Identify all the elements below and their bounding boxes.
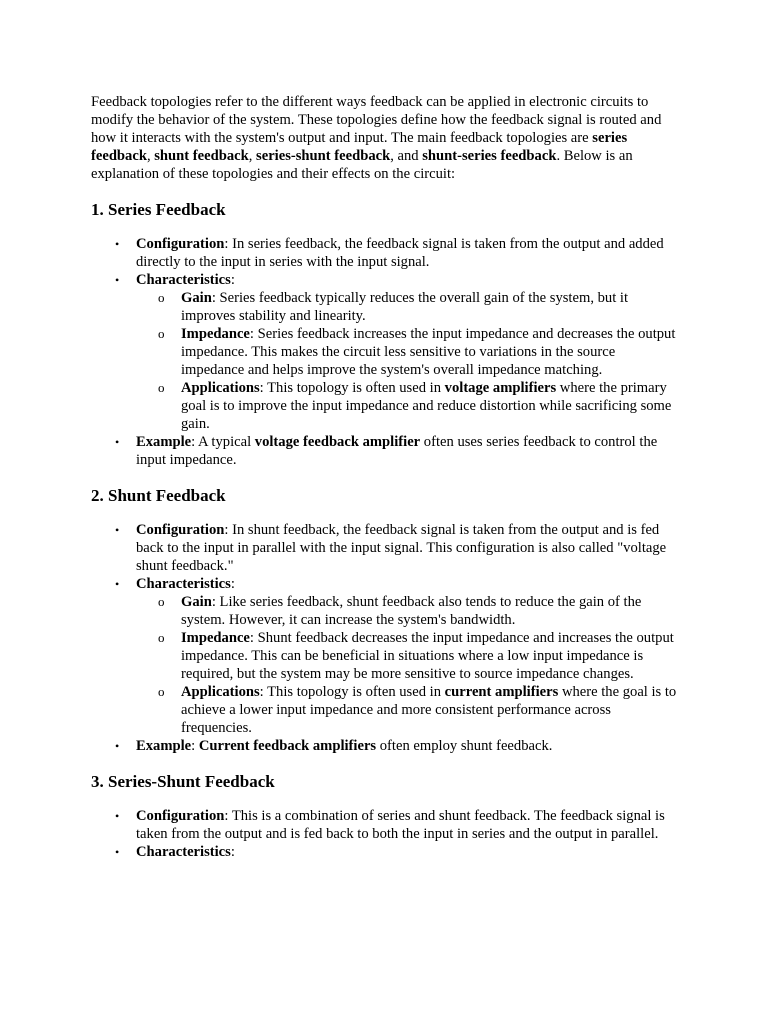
item-text: : In shunt feedback, the feedback signal is taken from the output and is fed back to the input in parallel with the input signal. This configuration is also called "voltage shunt feedback." [136, 522, 667, 574]
section-heading-series-shunt-feedback: 3. Series-Shunt Feedback [91, 772, 275, 791]
item-term: voltage amplifiers [444, 380, 557, 396]
item-text: : A typical [191, 434, 255, 450]
item-text: : Series feedback typically reduces the overall gain of the system, but it improves stability and linearity. [181, 290, 629, 324]
item-label: Impedance [181, 326, 250, 342]
sublist-item-impedance [158, 629, 681, 683]
intro-text: . Below is an explanation of these topologies and their effects on the circuit: [91, 148, 633, 182]
item-text: : [191, 738, 199, 754]
item-text: : [230, 844, 235, 860]
item-label: Configuration [136, 808, 225, 824]
item-label: Gain [181, 290, 212, 306]
sub-bullet-icon: o [158, 630, 165, 645]
sublist-item-gain [158, 289, 681, 325]
item-term: current amplifiers [444, 684, 559, 700]
item-label: Characteristics [136, 576, 231, 592]
shunt-feedback-list [91, 521, 681, 755]
item-label: Gain [181, 594, 212, 610]
list-item-characteristics [115, 575, 681, 737]
intro-text: Feedback topologies refer to the different ways feedback can be applied in electronic circuits to modify the behavior of the system. These topologies define how the feedback signal is routed and how it interacts with the system's output and input. The main feedback topologies are [91, 94, 662, 146]
intro-term-series-shunt: series-shunt feedback [256, 148, 391, 164]
item-label: Applications [181, 684, 260, 700]
bullet-icon: • [115, 809, 120, 823]
item-text: often uses series feedback to control the input impedance. [136, 434, 658, 468]
item-label: Characteristics [136, 844, 231, 860]
item-text: : Like series feedback, shunt feedback also tends to reduce the gain of the system. However, it can increase the system's bandwidth. [181, 594, 642, 628]
list-item-configuration [115, 807, 681, 843]
intro-term-shunt: shunt feedback [154, 148, 249, 164]
section-heading-shunt-feedback: 2. Shunt Feedback [91, 486, 226, 505]
item-text: : This is a combination of series and shunt feedback. The feedback signal is taken from the output and is fed back to both the input in series and the output in parallel. [136, 808, 665, 842]
item-text: : Shunt feedback decreases the input impedance and increases the output impedance. This can be beneficial in situations where a low input impedance is required, but the system may be more sensitive to source impedance changes. [181, 630, 674, 682]
bullet-icon: • [115, 577, 120, 591]
sublist-item-applications [158, 683, 681, 737]
item-label: Impedance [181, 630, 250, 646]
list-item-example [115, 737, 681, 755]
list-item-characteristics [115, 843, 681, 861]
item-label: Example [136, 738, 192, 754]
intro-text: , [248, 148, 257, 164]
section-heading-series-feedback: 1. Series Feedback [91, 200, 226, 219]
sublist-item-impedance [158, 325, 681, 379]
characteristics-sublist [136, 593, 681, 737]
intro-text: , [146, 148, 155, 164]
sublist-item-gain [158, 593, 681, 629]
sub-bullet-icon: o [158, 380, 165, 395]
item-text: where the goal is to achieve a lower input impedance and more consistent performance across frequencies. [181, 684, 677, 736]
list-item-characteristics [115, 271, 681, 433]
series-shunt-feedback-list [91, 807, 681, 861]
item-label: Configuration [136, 236, 225, 252]
item-label: Applications [181, 380, 260, 396]
item-label: Example [136, 434, 192, 450]
item-text: : [230, 272, 235, 288]
list-item-example [115, 433, 681, 469]
document-page [91, 93, 681, 861]
sub-bullet-icon: o [158, 326, 165, 341]
item-text: where the primary goal is to improve the input impedance and reduce distortion while sacrificing some gain. [181, 380, 672, 432]
intro-paragraph [91, 93, 681, 183]
item-text: often employ shunt feedback. [376, 738, 553, 754]
intro-term-shunt-series: shunt-series feedback [422, 148, 557, 164]
intro-text: , and [390, 148, 423, 164]
bullet-icon: • [115, 435, 120, 449]
item-term: voltage feedback amplifier [254, 434, 421, 450]
item-label: Configuration [136, 522, 225, 538]
bullet-icon: • [115, 273, 120, 287]
item-label: Characteristics [136, 272, 231, 288]
sublist-item-applications [158, 379, 681, 433]
sub-bullet-icon: o [158, 594, 165, 609]
item-text: : [230, 576, 235, 592]
item-term: Current feedback amplifiers [198, 738, 377, 754]
bullet-icon: • [115, 237, 120, 251]
bullet-icon: • [115, 739, 120, 753]
intro-term-series: series feedback [91, 130, 628, 164]
list-item-configuration [115, 521, 681, 575]
bullet-icon: • [115, 523, 120, 537]
list-item-configuration [115, 235, 681, 271]
bullet-icon: • [115, 845, 120, 859]
sub-bullet-icon: o [158, 684, 165, 699]
item-text: : This topology is often used in [259, 380, 445, 396]
characteristics-sublist [136, 289, 681, 433]
item-text: : Series feedback increases the input impedance and decreases the output impedance. This makes the circuit less sensitive to variations in the source impedance and helps improve the system's overall impedance matching. [181, 326, 676, 378]
item-text: : This topology is often used in [259, 684, 445, 700]
item-text: : In series feedback, the feedback signal is taken from the output and added directly to the input in series with the input signal. [136, 236, 664, 270]
sub-bullet-icon: o [158, 290, 165, 305]
series-feedback-list [91, 235, 681, 469]
